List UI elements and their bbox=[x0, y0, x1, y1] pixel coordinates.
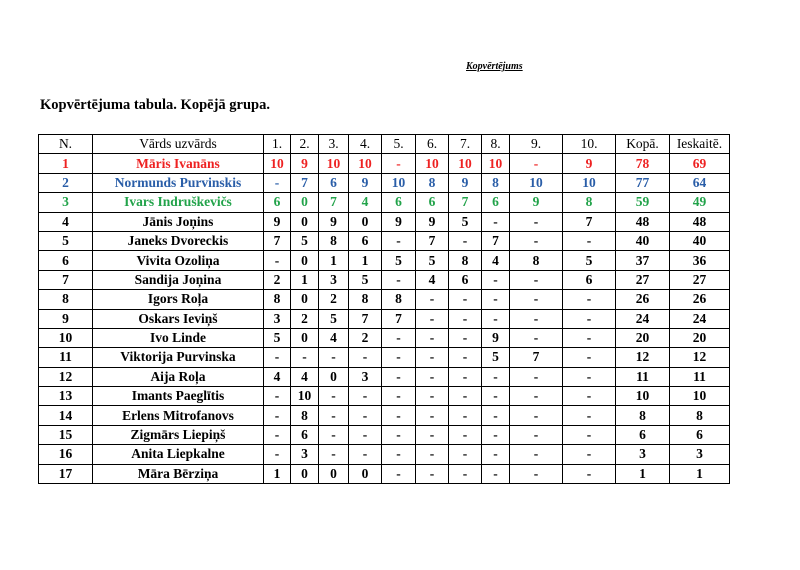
score-cell: 10 bbox=[416, 154, 449, 173]
rank-cell: 4 bbox=[39, 212, 93, 231]
name-cell: Ivars Indruškevičs bbox=[93, 193, 264, 212]
score-cell: 9 bbox=[510, 193, 563, 212]
score-cell: 1 bbox=[319, 251, 349, 270]
counted-cell: 48 bbox=[670, 212, 730, 231]
score-cell: 10 bbox=[291, 387, 319, 406]
column-header: Vārds uzvārds bbox=[93, 135, 264, 154]
score-cell: 1 bbox=[349, 251, 382, 270]
score-cell: - bbox=[563, 445, 616, 464]
score-cell: - bbox=[416, 425, 449, 444]
rank-cell: 15 bbox=[39, 425, 93, 444]
counted-cell: 11 bbox=[670, 367, 730, 386]
score-cell: 6 bbox=[349, 231, 382, 250]
document-title: Kopvērtējums bbox=[466, 61, 523, 72]
counted-cell: 36 bbox=[670, 251, 730, 270]
name-cell: Anita Liepkalne bbox=[93, 445, 264, 464]
score-cell: 9 bbox=[264, 212, 291, 231]
score-cell: - bbox=[482, 464, 510, 483]
score-cell: - bbox=[510, 406, 563, 425]
table-row bbox=[39, 328, 730, 347]
score-cell: 5 bbox=[382, 251, 416, 270]
score-cell: - bbox=[510, 425, 563, 444]
counted-cell: 3 bbox=[670, 445, 730, 464]
score-cell: 9 bbox=[349, 173, 382, 192]
table-row bbox=[39, 154, 730, 173]
score-cell: - bbox=[416, 406, 449, 425]
name-cell: Igors Roļa bbox=[93, 290, 264, 309]
score-cell: - bbox=[510, 328, 563, 347]
score-cell: 1 bbox=[291, 270, 319, 289]
score-cell: - bbox=[349, 425, 382, 444]
score-cell: 7 bbox=[510, 348, 563, 367]
score-cell: 7 bbox=[563, 212, 616, 231]
table-row bbox=[39, 193, 730, 212]
rank-cell: 7 bbox=[39, 270, 93, 289]
score-cell: - bbox=[449, 425, 482, 444]
score-cell: 6 bbox=[563, 270, 616, 289]
column-header: 2. bbox=[291, 135, 319, 154]
score-cell: 3 bbox=[291, 445, 319, 464]
counted-cell: 26 bbox=[670, 290, 730, 309]
score-cell: - bbox=[264, 251, 291, 270]
score-cell: - bbox=[264, 445, 291, 464]
score-cell: 9 bbox=[449, 173, 482, 192]
column-header: 4. bbox=[349, 135, 382, 154]
score-cell: 6 bbox=[319, 173, 349, 192]
score-cell: 8 bbox=[416, 173, 449, 192]
table-row bbox=[39, 173, 730, 192]
score-cell: 6 bbox=[416, 193, 449, 212]
column-header: 9. bbox=[510, 135, 563, 154]
score-cell: 0 bbox=[291, 290, 319, 309]
score-cell: - bbox=[482, 290, 510, 309]
score-cell: 8 bbox=[482, 173, 510, 192]
total-cell: 48 bbox=[616, 212, 670, 231]
column-header: Kopā. bbox=[616, 135, 670, 154]
score-cell: - bbox=[416, 290, 449, 309]
score-cell: - bbox=[416, 387, 449, 406]
score-cell: - bbox=[382, 445, 416, 464]
results-table bbox=[38, 134, 730, 484]
counted-cell: 10 bbox=[670, 387, 730, 406]
table-row bbox=[39, 309, 730, 328]
name-cell: Janeks Dvoreckis bbox=[93, 231, 264, 250]
name-cell: Imants Paeglītis bbox=[93, 387, 264, 406]
score-cell: 0 bbox=[349, 464, 382, 483]
score-cell: 3 bbox=[264, 309, 291, 328]
score-cell: 5 bbox=[349, 270, 382, 289]
score-cell: - bbox=[449, 406, 482, 425]
score-cell: - bbox=[264, 348, 291, 367]
score-cell: - bbox=[319, 445, 349, 464]
score-cell: - bbox=[449, 387, 482, 406]
score-cell: - bbox=[291, 348, 319, 367]
score-cell: 8 bbox=[563, 193, 616, 212]
score-cell: - bbox=[319, 406, 349, 425]
score-cell: - bbox=[349, 348, 382, 367]
total-cell: 11 bbox=[616, 367, 670, 386]
score-cell: 8 bbox=[264, 290, 291, 309]
score-cell: 2 bbox=[349, 328, 382, 347]
score-cell: 7 bbox=[482, 231, 510, 250]
total-cell: 26 bbox=[616, 290, 670, 309]
score-cell: - bbox=[510, 309, 563, 328]
total-cell: 1 bbox=[616, 464, 670, 483]
column-header: N. bbox=[39, 135, 93, 154]
total-cell: 59 bbox=[616, 193, 670, 212]
rank-cell: 14 bbox=[39, 406, 93, 425]
score-cell: 9 bbox=[482, 328, 510, 347]
table-row bbox=[39, 231, 730, 250]
total-cell: 12 bbox=[616, 348, 670, 367]
score-cell: - bbox=[264, 406, 291, 425]
score-cell: 5 bbox=[416, 251, 449, 270]
rank-cell: 13 bbox=[39, 387, 93, 406]
score-cell: - bbox=[264, 173, 291, 192]
column-header: 1. bbox=[264, 135, 291, 154]
score-cell: 0 bbox=[349, 212, 382, 231]
column-header: Ieskaitē. bbox=[670, 135, 730, 154]
counted-cell: 27 bbox=[670, 270, 730, 289]
column-header: 3. bbox=[319, 135, 349, 154]
score-cell: - bbox=[449, 290, 482, 309]
score-cell: - bbox=[563, 309, 616, 328]
score-cell: - bbox=[382, 270, 416, 289]
counted-cell: 1 bbox=[670, 464, 730, 483]
score-cell: - bbox=[510, 154, 563, 173]
score-cell: - bbox=[563, 464, 616, 483]
score-cell: - bbox=[382, 367, 416, 386]
score-cell: 0 bbox=[319, 464, 349, 483]
column-header: 5. bbox=[382, 135, 416, 154]
name-cell: Normunds Purvinskis bbox=[93, 173, 264, 192]
score-cell: 10 bbox=[482, 154, 510, 173]
score-cell: 1 bbox=[264, 464, 291, 483]
score-cell: 6 bbox=[449, 270, 482, 289]
score-cell: - bbox=[449, 464, 482, 483]
score-cell: - bbox=[563, 290, 616, 309]
counted-cell: 8 bbox=[670, 406, 730, 425]
score-cell: 5 bbox=[449, 212, 482, 231]
score-cell: 4 bbox=[291, 367, 319, 386]
name-cell: Vivita Ozoliņa bbox=[93, 251, 264, 270]
column-header: 6. bbox=[416, 135, 449, 154]
score-cell: 7 bbox=[449, 193, 482, 212]
score-cell: - bbox=[382, 464, 416, 483]
score-cell: 7 bbox=[319, 193, 349, 212]
score-cell: 5 bbox=[264, 328, 291, 347]
score-cell: 7 bbox=[264, 231, 291, 250]
table-caption: Kopvērtējuma tabula. Kopējā grupa. bbox=[40, 97, 270, 113]
score-cell: 7 bbox=[291, 173, 319, 192]
name-cell: Jānis Joņins bbox=[93, 212, 264, 231]
rank-cell: 9 bbox=[39, 309, 93, 328]
rank-cell: 1 bbox=[39, 154, 93, 173]
table-row bbox=[39, 425, 730, 444]
score-cell: - bbox=[349, 445, 382, 464]
score-cell: - bbox=[416, 464, 449, 483]
table-row bbox=[39, 348, 730, 367]
counted-cell: 20 bbox=[670, 328, 730, 347]
score-cell: - bbox=[482, 212, 510, 231]
score-cell: - bbox=[382, 425, 416, 444]
score-cell: 6 bbox=[291, 425, 319, 444]
score-cell: 0 bbox=[291, 464, 319, 483]
rank-cell: 16 bbox=[39, 445, 93, 464]
score-cell: - bbox=[510, 231, 563, 250]
name-cell: Aija Roļa bbox=[93, 367, 264, 386]
rank-cell: 10 bbox=[39, 328, 93, 347]
score-cell: - bbox=[382, 387, 416, 406]
score-cell: - bbox=[563, 387, 616, 406]
score-cell: 5 bbox=[482, 348, 510, 367]
score-cell: 0 bbox=[291, 193, 319, 212]
score-cell: - bbox=[319, 387, 349, 406]
score-cell: 5 bbox=[291, 231, 319, 250]
score-cell: - bbox=[482, 270, 510, 289]
table-row bbox=[39, 290, 730, 309]
total-cell: 78 bbox=[616, 154, 670, 173]
table-row bbox=[39, 445, 730, 464]
score-cell: - bbox=[382, 328, 416, 347]
score-cell: - bbox=[563, 328, 616, 347]
table-row bbox=[39, 464, 730, 483]
score-cell: - bbox=[416, 309, 449, 328]
rank-cell: 2 bbox=[39, 173, 93, 192]
total-cell: 10 bbox=[616, 387, 670, 406]
rank-cell: 8 bbox=[39, 290, 93, 309]
column-header: 7. bbox=[449, 135, 482, 154]
counted-cell: 64 bbox=[670, 173, 730, 192]
score-cell: 8 bbox=[319, 231, 349, 250]
score-cell: 6 bbox=[482, 193, 510, 212]
score-cell: - bbox=[416, 367, 449, 386]
table-row bbox=[39, 387, 730, 406]
score-cell: - bbox=[482, 367, 510, 386]
total-cell: 3 bbox=[616, 445, 670, 464]
score-cell: 10 bbox=[382, 173, 416, 192]
score-cell: 10 bbox=[349, 154, 382, 173]
score-cell: - bbox=[510, 270, 563, 289]
rank-cell: 6 bbox=[39, 251, 93, 270]
name-cell: Oskars Ieviņš bbox=[93, 309, 264, 328]
score-cell: - bbox=[416, 348, 449, 367]
score-cell: 8 bbox=[291, 406, 319, 425]
score-cell: 7 bbox=[349, 309, 382, 328]
score-cell: 4 bbox=[482, 251, 510, 270]
name-cell: Māra Bērziņa bbox=[93, 464, 264, 483]
score-cell: 0 bbox=[319, 367, 349, 386]
score-cell: 4 bbox=[349, 193, 382, 212]
score-cell: - bbox=[563, 425, 616, 444]
score-cell: 6 bbox=[264, 193, 291, 212]
score-cell: 7 bbox=[382, 309, 416, 328]
score-cell: 4 bbox=[319, 328, 349, 347]
score-cell: 5 bbox=[319, 309, 349, 328]
counted-cell: 6 bbox=[670, 425, 730, 444]
score-cell: - bbox=[416, 328, 449, 347]
total-cell: 24 bbox=[616, 309, 670, 328]
score-cell: - bbox=[382, 406, 416, 425]
score-cell: - bbox=[349, 406, 382, 425]
score-cell: - bbox=[482, 309, 510, 328]
score-cell: - bbox=[382, 231, 416, 250]
table-row bbox=[39, 406, 730, 425]
score-cell: - bbox=[510, 367, 563, 386]
score-cell: - bbox=[319, 425, 349, 444]
score-cell: - bbox=[449, 309, 482, 328]
rank-cell: 11 bbox=[39, 348, 93, 367]
score-cell: 2 bbox=[319, 290, 349, 309]
rank-cell: 17 bbox=[39, 464, 93, 483]
name-cell: Zigmārs Liepiņš bbox=[93, 425, 264, 444]
score-cell: 9 bbox=[416, 212, 449, 231]
name-cell: Viktorija Purvinska bbox=[93, 348, 264, 367]
score-cell: - bbox=[264, 387, 291, 406]
name-cell: Sandija Joņina bbox=[93, 270, 264, 289]
score-cell: 3 bbox=[349, 367, 382, 386]
score-cell: - bbox=[382, 348, 416, 367]
score-cell: - bbox=[449, 367, 482, 386]
score-cell: - bbox=[510, 445, 563, 464]
score-cell: - bbox=[482, 445, 510, 464]
score-cell: - bbox=[563, 231, 616, 250]
column-header: 10. bbox=[563, 135, 616, 154]
score-cell: - bbox=[510, 387, 563, 406]
score-cell: 10 bbox=[510, 173, 563, 192]
score-cell: 0 bbox=[291, 251, 319, 270]
score-cell: - bbox=[449, 328, 482, 347]
table-row bbox=[39, 367, 730, 386]
total-cell: 77 bbox=[616, 173, 670, 192]
rank-cell: 3 bbox=[39, 193, 93, 212]
score-cell: 2 bbox=[264, 270, 291, 289]
score-cell: 9 bbox=[291, 154, 319, 173]
score-cell: 0 bbox=[291, 328, 319, 347]
name-cell: Māris Ivanāns bbox=[93, 154, 264, 173]
score-cell: 4 bbox=[264, 367, 291, 386]
name-cell: Erlens Mitrofanovs bbox=[93, 406, 264, 425]
total-cell: 20 bbox=[616, 328, 670, 347]
score-cell: - bbox=[510, 290, 563, 309]
score-cell: 5 bbox=[563, 251, 616, 270]
total-cell: 8 bbox=[616, 406, 670, 425]
score-cell: - bbox=[482, 387, 510, 406]
score-cell: - bbox=[482, 406, 510, 425]
score-cell: 4 bbox=[416, 270, 449, 289]
score-cell: 10 bbox=[319, 154, 349, 173]
score-cell: 8 bbox=[349, 290, 382, 309]
score-cell: 8 bbox=[382, 290, 416, 309]
score-cell: 2 bbox=[291, 309, 319, 328]
total-cell: 27 bbox=[616, 270, 670, 289]
score-cell: - bbox=[449, 348, 482, 367]
total-cell: 40 bbox=[616, 231, 670, 250]
score-cell: - bbox=[449, 445, 482, 464]
counted-cell: 12 bbox=[670, 348, 730, 367]
score-cell: - bbox=[482, 425, 510, 444]
counted-cell: 40 bbox=[670, 231, 730, 250]
rank-cell: 5 bbox=[39, 231, 93, 250]
rank-cell: 12 bbox=[39, 367, 93, 386]
score-cell: - bbox=[382, 154, 416, 173]
score-cell: - bbox=[563, 348, 616, 367]
column-header: 8. bbox=[482, 135, 510, 154]
score-cell: 6 bbox=[382, 193, 416, 212]
score-cell: 3 bbox=[319, 270, 349, 289]
total-cell: 6 bbox=[616, 425, 670, 444]
score-cell: 8 bbox=[510, 251, 563, 270]
name-cell: Ivo Linde bbox=[93, 328, 264, 347]
counted-cell: 49 bbox=[670, 193, 730, 212]
table-row bbox=[39, 270, 730, 289]
score-cell: 10 bbox=[449, 154, 482, 173]
score-cell: - bbox=[563, 406, 616, 425]
counted-cell: 69 bbox=[670, 154, 730, 173]
score-cell: 7 bbox=[416, 231, 449, 250]
score-cell: 9 bbox=[319, 212, 349, 231]
score-cell: - bbox=[264, 425, 291, 444]
score-cell: - bbox=[349, 387, 382, 406]
score-cell: - bbox=[510, 464, 563, 483]
score-cell: - bbox=[510, 212, 563, 231]
score-cell: 8 bbox=[449, 251, 482, 270]
score-cell: 10 bbox=[264, 154, 291, 173]
score-cell: - bbox=[449, 231, 482, 250]
table-header-row bbox=[39, 135, 730, 154]
score-cell: 0 bbox=[291, 212, 319, 231]
counted-cell: 24 bbox=[670, 309, 730, 328]
score-cell: 9 bbox=[563, 154, 616, 173]
table-row bbox=[39, 212, 730, 231]
score-cell: 9 bbox=[382, 212, 416, 231]
table-row bbox=[39, 251, 730, 270]
total-cell: 37 bbox=[616, 251, 670, 270]
score-cell: - bbox=[563, 367, 616, 386]
score-cell: 10 bbox=[563, 173, 616, 192]
score-cell: - bbox=[319, 348, 349, 367]
score-cell: - bbox=[416, 445, 449, 464]
